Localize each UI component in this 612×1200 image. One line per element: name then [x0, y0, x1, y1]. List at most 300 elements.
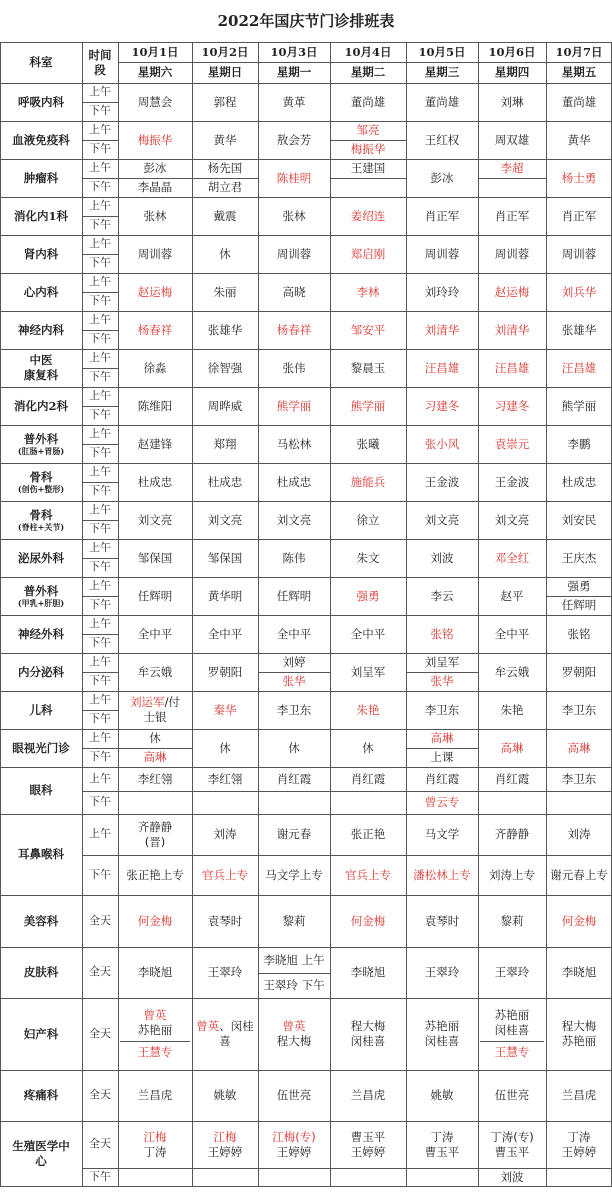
table-hline — [82, 520, 118, 521]
schedule-cell: 熊学丽 — [276, 398, 312, 413]
schedule-cell: 周慧会 — [137, 94, 173, 109]
period-label: 上午 — [89, 541, 111, 555]
table-vline — [330, 42, 331, 1186]
schedule-cell: 邹保国 — [207, 550, 243, 565]
period-label: 下午 — [89, 104, 111, 118]
schedule-cell: 刘波 — [500, 1169, 524, 1184]
table-hline — [82, 330, 118, 331]
period-label: 下午 — [89, 795, 111, 809]
table-vline — [82, 42, 83, 1186]
schedule-cell: 敖会芳 — [276, 132, 312, 147]
dept-label: 心内科 — [23, 284, 59, 299]
dept-name — [0, 463, 82, 501]
schedule-cell: 李卫东 — [561, 771, 597, 786]
schedule-cell: 刘涛 — [213, 827, 237, 842]
schedule-cell — [406, 998, 478, 1070]
cell-line: 王婷婷 — [350, 1144, 386, 1159]
schedule-cell: 潘松林上专 — [413, 867, 471, 882]
period-label: 上午 — [89, 313, 111, 327]
schedule-cell: 马文学 — [424, 827, 460, 842]
schedule-cell: 官兵上专 — [202, 867, 248, 882]
table-hline — [478, 1168, 546, 1169]
schedule-cell: 熊学丽 — [350, 398, 386, 413]
schedule-cell: 刘玲玲 — [424, 284, 460, 299]
schedule-cell: 黎晨玉 — [350, 360, 386, 375]
date-header: 10月7日 — [555, 44, 603, 59]
dept-label: 神经外科 — [18, 626, 64, 641]
schedule-cell: 黎莉 — [500, 913, 524, 928]
table-hline — [258, 672, 330, 673]
schedule-cell: 王金波 — [424, 474, 460, 489]
cell-line: 王慧专 — [480, 1041, 544, 1060]
schedule-cell: 陈桂明 — [276, 170, 312, 185]
schedule-cell — [406, 1168, 478, 1186]
dept-name — [0, 235, 82, 273]
schedule-cell — [118, 791, 192, 814]
dept-label: 血液免疫科 — [12, 132, 70, 147]
cell-line: 江梅(专) — [272, 1129, 316, 1144]
schedule-cell: 杨春祥 — [276, 322, 312, 337]
schedule-cell: 李晓旭 — [561, 965, 597, 980]
table-hline — [82, 292, 118, 293]
dept-label: 骨科 — [29, 508, 53, 523]
schedule-cell: 刘琳 — [500, 94, 524, 109]
cell-name: 、闵桂 喜 — [219, 1019, 254, 1048]
schedule-cell: 杜成忠 — [276, 474, 312, 489]
schedule-cell: 姜绍连 — [350, 208, 386, 223]
table-hline — [82, 672, 118, 673]
schedule-cell: 张林 — [282, 208, 306, 223]
date-header: 10月2日 — [201, 44, 249, 59]
schedule-cell: 彭冰 — [143, 161, 167, 176]
cell-line: 程大梅 — [350, 1019, 386, 1034]
cell-line: 闵桂喜 — [350, 1034, 386, 1048]
schedule-cell: 兰昌虎 — [137, 1088, 173, 1103]
cell-line: 程大梅 — [276, 1034, 312, 1048]
table-hline — [82, 368, 118, 369]
schedule-cell: 董尚雄 — [350, 94, 386, 109]
schedule-cell: 休 — [219, 740, 231, 755]
schedule-cell: 姚敏 — [430, 1088, 454, 1103]
schedule-cell: 汪昌雄 — [494, 360, 530, 375]
schedule-cell: 高琳 — [430, 731, 454, 746]
schedule-cell: 黄华明 — [207, 588, 243, 603]
cell-line: 苏艳丽 — [424, 1019, 460, 1034]
schedule-cell: 黎莉 — [282, 913, 306, 928]
schedule-cell: 周训蓉 — [276, 246, 312, 261]
schedule-cell: 张正艳 — [350, 827, 386, 842]
cell-line: 王婷婷 — [276, 1144, 312, 1159]
period-label: 上午 — [89, 123, 111, 137]
schedule-cell: 任辉明 — [137, 588, 173, 603]
schedule-cell — [192, 1121, 258, 1168]
schedule-cell: 李卫东 — [276, 702, 312, 717]
dept-label: 泌尿外科 — [18, 550, 64, 565]
period-label: 下午 — [89, 560, 111, 574]
schedule-cell: 马松林 — [276, 436, 312, 451]
schedule-cell — [118, 1121, 192, 1168]
schedule-cell: 谢元春 — [276, 827, 312, 842]
table-hline — [406, 672, 478, 673]
dept-name — [0, 767, 82, 814]
period-label: 下午 — [89, 332, 111, 346]
schedule-cell: 董尚雄 — [424, 94, 460, 109]
schedule-cell: 休 — [219, 246, 231, 261]
period-label: 下午 — [89, 180, 111, 194]
schedule-cell: 徐淼 — [143, 360, 167, 375]
schedule-cell — [546, 998, 612, 1070]
schedule-cell: 王翠玲 — [494, 965, 530, 980]
schedule-cell: 李林 — [356, 284, 380, 299]
period-label: 下午 — [89, 867, 111, 881]
table-hline — [82, 254, 118, 255]
schedule-cell: 周训蓉 — [137, 246, 173, 261]
date-header: 10月5日 — [418, 44, 466, 59]
dept-name — [0, 159, 82, 197]
schedule-cell: 熊学丽 — [561, 398, 597, 413]
schedule-cell: 全中平 — [276, 626, 312, 641]
schedule-cell: 黄革 — [282, 94, 306, 109]
dept-name — [0, 577, 82, 615]
schedule-cell: 周晔威 — [207, 398, 243, 413]
dept-label: 美容科 — [23, 913, 59, 928]
cell-line: 丁涛 — [143, 1144, 167, 1159]
dept-header: 科室 — [29, 55, 53, 70]
cell-line: 闵桂喜 — [424, 1034, 460, 1048]
dept-name — [0, 814, 82, 895]
cell-name: /付 士银 — [143, 695, 180, 724]
date-header: 10月4日 — [344, 44, 392, 59]
schedule-cell: 郑翔 — [213, 436, 237, 451]
table-hline — [82, 482, 118, 483]
schedule-cell: 张华 — [282, 674, 306, 689]
schedule-cell — [192, 791, 258, 814]
table-hline — [82, 634, 118, 635]
schedule-cell: 朱艳 — [500, 702, 524, 717]
schedule-cell: 杨士勇 — [561, 170, 597, 185]
table-hline — [478, 178, 546, 179]
schedule-cell: 刘文亮 — [276, 512, 312, 527]
dept-name — [0, 1070, 82, 1121]
dept-name — [0, 311, 82, 349]
dept-sublabel: (脊柱+关节) — [17, 522, 65, 533]
schedule-cell: 何金梅 — [561, 913, 597, 928]
schedule-cell: 周训蓉 — [561, 246, 597, 261]
dept-label: 眼视光门诊 — [12, 740, 70, 755]
time-header: 时间 段 — [88, 47, 112, 77]
period-label: 上午 — [89, 655, 111, 669]
dept-name — [0, 387, 82, 425]
table-vline — [192, 42, 193, 1186]
dept-label: 消化内1科 — [13, 208, 68, 223]
period-label: 上午 — [89, 827, 111, 841]
weekday-header: 星期六 — [137, 65, 173, 80]
schedule-cell: 姚敏 — [213, 1088, 237, 1103]
period-label: 下午 — [89, 522, 111, 536]
schedule-cell: 刘涛上专 — [489, 867, 535, 882]
schedule-cell: 梅振华 — [137, 132, 173, 147]
table-hline — [82, 1168, 118, 1169]
schedule-cell: 陈伟 — [282, 550, 306, 565]
schedule-cell: 齐静静 — [494, 827, 530, 842]
cell-line: 曹玉平 — [424, 1144, 460, 1159]
period-label: 下午 — [89, 218, 111, 232]
period-label: 上午 — [89, 771, 111, 785]
dept-name — [0, 691, 82, 729]
schedule-cell — [258, 1168, 330, 1186]
period-label: 全天 — [89, 913, 111, 927]
weekday-header: 星期日 — [207, 65, 243, 80]
schedule-cell: 张小风 — [424, 436, 460, 451]
table-hline — [192, 855, 258, 856]
table-hline — [258, 791, 330, 792]
date-header: 10月3日 — [270, 44, 318, 59]
table-hline — [82, 102, 118, 103]
dept-label: 生殖医学中 心 — [12, 1138, 70, 1168]
dept-label: 疼痛科 — [23, 1088, 59, 1103]
schedule-cell: 郭程 — [213, 94, 237, 109]
schedule-cell: 朱艳 — [356, 702, 380, 717]
dept-label: 普外科 — [23, 584, 59, 599]
table-hline — [258, 973, 330, 974]
dept-name — [0, 615, 82, 653]
table-hline — [546, 791, 612, 792]
schedule-cell: 张铭 — [567, 626, 591, 641]
schedule-cell: 全中平 — [137, 626, 173, 641]
schedule-cell: 董尚雄 — [561, 94, 597, 109]
table-hline — [330, 855, 406, 856]
page-title: 2022年国庆节门诊排班表 — [217, 12, 395, 30]
dept-name — [0, 895, 82, 947]
table-vline — [258, 42, 259, 1186]
schedule-cell: 李卫东 — [561, 702, 597, 717]
schedule-cell: 袁琴时 — [207, 913, 243, 928]
schedule-cell: 强勇 — [567, 579, 591, 594]
table-hline — [82, 710, 118, 711]
table-hline — [546, 596, 612, 597]
period-label: 下午 — [89, 484, 111, 498]
schedule-cell: 邹安平 — [350, 322, 386, 337]
period-label: 下午 — [89, 636, 111, 650]
schedule-cell: 习建冬 — [424, 398, 460, 413]
dept-label: 消化内2科 — [13, 398, 68, 413]
schedule-cell — [330, 178, 406, 197]
period-label: 上午 — [89, 427, 111, 441]
schedule-cell: 刘呈军 — [424, 655, 460, 670]
schedule-cell: 邹亮 — [356, 123, 380, 138]
cell-line: 江梅 — [143, 1129, 167, 1144]
period-label: 上午 — [89, 275, 111, 289]
dept-label: 眼科 — [29, 783, 53, 798]
schedule-cell: 高晓 — [282, 284, 306, 299]
schedule-cell: 王翠玲 — [207, 965, 243, 980]
dept-label: 儿科 — [29, 702, 53, 717]
schedule-cell: 李晶晶 — [137, 180, 173, 195]
schedule-cell: 王红权 — [424, 132, 460, 147]
schedule-cell: 何金梅 — [137, 913, 173, 928]
schedule-cell: 肖正军 — [561, 208, 597, 223]
cell-line: 王慧专 — [120, 1041, 190, 1060]
cell-line: 曹玉平 — [350, 1129, 386, 1144]
period-label: 上午 — [89, 237, 111, 251]
table-vline — [118, 42, 119, 1186]
table-hline — [330, 140, 406, 141]
table-hline — [82, 748, 118, 749]
schedule-cell: 李红翎 — [207, 771, 243, 786]
schedule-cell: 张伟 — [282, 360, 306, 375]
table-hline — [118, 855, 192, 856]
dept-label: 肿瘤科 — [23, 170, 59, 185]
schedule-cell: 朱文 — [356, 550, 380, 565]
table-hline — [330, 1168, 406, 1169]
cell-line: 苏艳丽 — [561, 1034, 597, 1048]
schedule-cell: 肖红霞 — [424, 771, 460, 786]
dept-sublabel: (甲乳+肝胆) — [17, 598, 65, 609]
schedule-cell: 施能兵 — [350, 474, 386, 489]
table-hline — [82, 406, 118, 407]
dept-label: 神经内科 — [18, 322, 64, 337]
schedule-cell: 高琳 — [567, 740, 591, 755]
period-label: 下午 — [89, 294, 111, 308]
schedule-cell: 刘涛 — [567, 827, 591, 842]
schedule-cell: 齐静静 (晋) — [137, 819, 173, 849]
period-label: 上午 — [89, 161, 111, 175]
schedule-cell: 陈维阳 — [137, 398, 173, 413]
schedule-cell — [118, 691, 192, 729]
dept-name — [0, 501, 82, 539]
schedule-cell: 刘安民 — [561, 512, 597, 527]
cell-line: 苏艳丽 — [494, 1008, 530, 1023]
dept-label: 内分泌科 — [18, 664, 64, 679]
schedule-cell — [478, 998, 546, 1070]
schedule-cell: 赵建锋 — [137, 436, 173, 451]
table-hline — [118, 1168, 192, 1169]
schedule-cell: 李晓旭 上午 — [263, 952, 325, 967]
period-label: 下午 — [89, 598, 111, 612]
dept-name — [0, 197, 82, 235]
schedule-cell: 王庆杰 — [561, 550, 597, 565]
schedule-cell: 彭冰 — [430, 170, 454, 185]
schedule-cell: 曾云专 — [424, 795, 460, 810]
schedule-cell: 李晓旭 — [137, 965, 173, 980]
dept-sublabel: (创伤+整形) — [17, 484, 65, 495]
schedule-cell: 上课 — [430, 750, 454, 765]
dept-label: 骨科 — [29, 470, 53, 485]
schedule-cell: 全中平 — [494, 626, 530, 641]
schedule-cell: 高琳 — [143, 750, 167, 765]
schedule-cell: 李晓旭 — [350, 965, 386, 980]
schedule-cell — [478, 791, 546, 814]
schedule-cell: 杜成忠 — [207, 474, 243, 489]
schedule-cell: 张华 — [430, 674, 454, 689]
schedule-cell: 习建冬 — [494, 398, 530, 413]
schedule-cell: 赵运梅 — [494, 284, 530, 299]
cell-line: 江梅 — [213, 1129, 237, 1144]
table-hline — [258, 1168, 330, 1169]
period-label: 下午 — [89, 370, 111, 384]
schedule-cell: 杨先国 — [207, 161, 243, 176]
schedule-cell: 强勇 — [356, 588, 380, 603]
dept-label: 妇产科 — [23, 1026, 59, 1041]
period-label: 下午 — [89, 750, 111, 764]
schedule-cell: 汪昌雄 — [424, 360, 460, 375]
schedule-cell: 谢元春上专 — [550, 867, 608, 882]
schedule-cell: 刘兵华 — [561, 284, 597, 299]
schedule-cell — [258, 791, 330, 814]
schedule-cell — [258, 998, 330, 1070]
schedule-cell: 王翠玲 下午 — [263, 978, 325, 993]
table-hline — [546, 855, 612, 856]
schedule-cell — [118, 998, 192, 1070]
schedule-cell: 袁崇元 — [494, 436, 530, 451]
schedule-cell: 张雄华 — [207, 322, 243, 337]
table-hline — [406, 748, 478, 749]
weekday-header: 星期五 — [561, 65, 597, 80]
schedule-cell: 肖正军 — [494, 208, 530, 223]
weekday-header: 星期二 — [350, 65, 386, 80]
table-hline — [406, 855, 478, 856]
cell-line: 曹玉平 — [494, 1144, 530, 1159]
cell-line: 曾英 — [282, 1019, 306, 1034]
dept-label: 呼吸内科 — [18, 94, 64, 109]
schedule-cell: 王建国 — [350, 161, 386, 176]
dept-name — [0, 947, 82, 998]
schedule-cell: 全中平 — [350, 626, 386, 641]
schedule-cell: 兰昌虎 — [561, 1088, 597, 1103]
schedule-cell: 秦华 — [213, 702, 237, 717]
table-hline — [82, 558, 118, 559]
schedule-cell: 赵平 — [500, 588, 524, 603]
cell-name: 曾英 — [196, 1019, 220, 1034]
schedule-cell: 伍世亮 — [494, 1088, 530, 1103]
period-label: 下午 — [89, 712, 111, 726]
dept-name — [0, 729, 82, 767]
schedule-cell: 李卫东 — [424, 702, 460, 717]
schedule-cell — [118, 1168, 192, 1186]
cell-line: 苏艳丽 — [137, 1023, 173, 1038]
period-label: 下午 — [89, 408, 111, 422]
table-vline — [478, 42, 479, 1186]
period-label: 上午 — [89, 389, 111, 403]
period-label: 下午 — [89, 256, 111, 270]
table-hline — [330, 178, 406, 179]
schedule-cell: 马文学上专 — [265, 867, 323, 882]
schedule-cell: 杜成忠 — [561, 474, 597, 489]
schedule-cell: 刘波 — [430, 550, 454, 565]
schedule-cell: 肖红霞 — [494, 771, 530, 786]
table-hline — [82, 791, 118, 792]
dept-name — [0, 121, 82, 159]
dept-name — [0, 83, 82, 121]
cell-line: 程大梅 — [561, 1019, 597, 1034]
schedule-cell: 罗朝阳 — [207, 664, 243, 679]
schedule-cell: 休 — [362, 740, 374, 755]
schedule-cell: 梅振华 — [350, 142, 386, 157]
schedule-cell: 肖正军 — [424, 208, 460, 223]
schedule-cell: 李云 — [430, 588, 454, 603]
table-hline — [546, 1168, 612, 1169]
schedule-cell: 黄华 — [567, 132, 591, 147]
dept-label: 肾内科 — [23, 246, 59, 261]
table-vline — [546, 42, 547, 1186]
period-label: 下午 — [89, 1169, 111, 1183]
cell-line: 丁涛 — [567, 1129, 591, 1144]
period-label: 上午 — [89, 465, 111, 479]
dept-name — [0, 349, 82, 387]
schedule-cell: 周训蓉 — [424, 246, 460, 261]
cell-line: 王婷婷 — [561, 1144, 597, 1159]
period-label: 上午 — [89, 503, 111, 517]
